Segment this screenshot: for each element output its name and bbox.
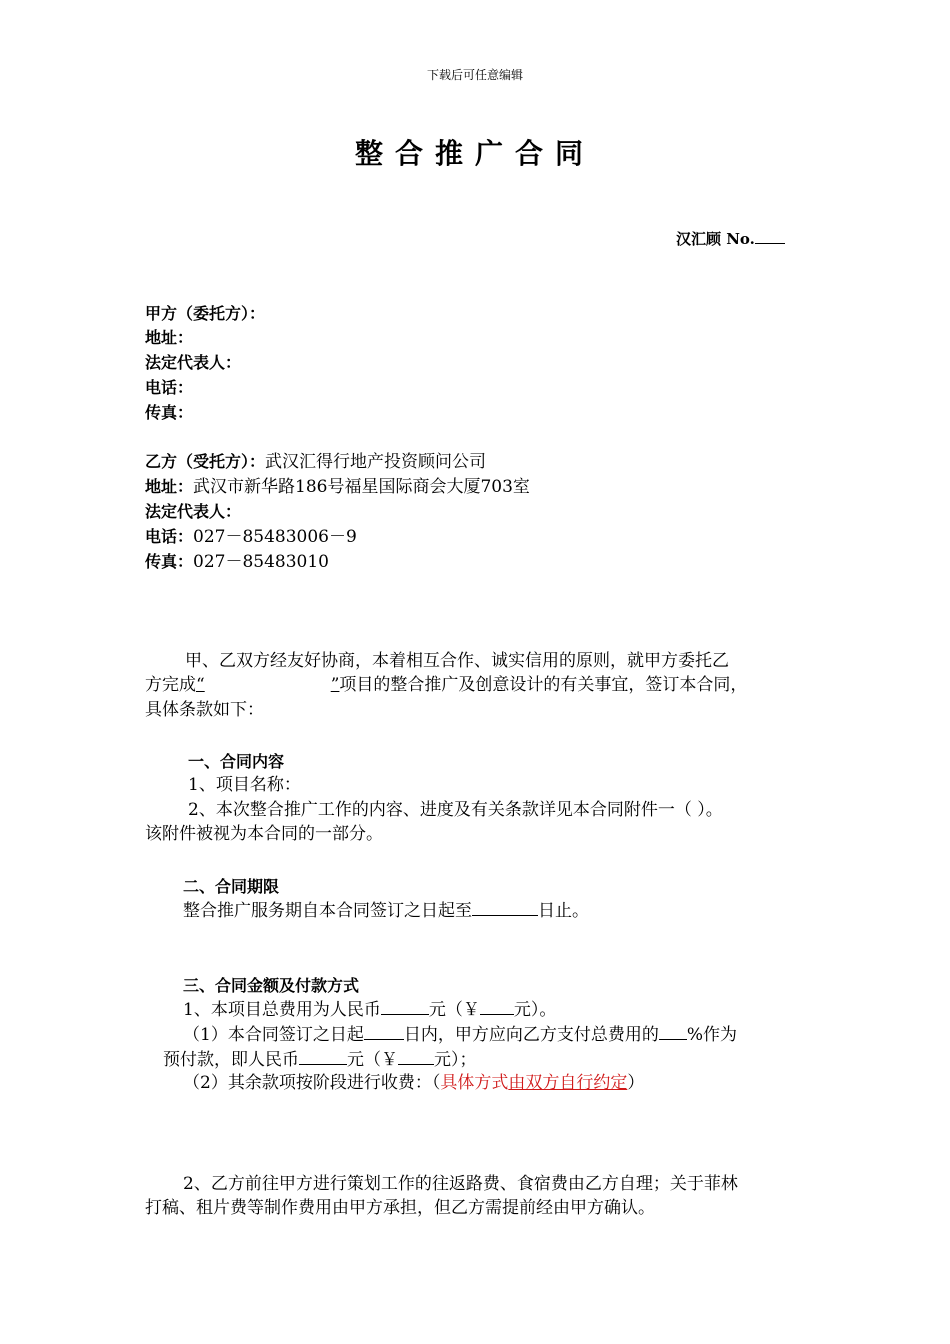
advance-amount-blank [299, 1047, 347, 1065]
section1-item2-cont: 该附件被视为本合同的一部分。 [145, 824, 383, 844]
intro-line-3: 具体条款如下： [145, 700, 264, 720]
party-b-phone-label: 电话： [145, 527, 194, 546]
party-b-phone: 027－85483006－9 [193, 527, 357, 547]
p2-text-b: 日内，甲方应向乙方支付总费用的 [403, 1025, 659, 1045]
p3-text-c: 元）； [434, 1050, 477, 1070]
party-b-address-label: 地址： [145, 477, 194, 496]
p2-text-a: （1）本合同签订之日起 [183, 1025, 364, 1045]
party-b-address-row [145, 474, 530, 500]
party-b-name: 武汉汇得行地产投资顾问公司 [265, 452, 487, 472]
intro-line-1: 甲、乙双方经友好协商，本着相互合作、诚实信用的原则，就甲方委托乙 [185, 651, 729, 671]
party-a-fax-label: 传真： [145, 403, 194, 422]
party-a-address-label: 地址： [145, 328, 194, 347]
party-b-rep-label: 法定代表人： [145, 502, 242, 521]
days-blank [364, 1022, 404, 1040]
section2-text-a: 整合推广服务期自本合同签订之日起至 [183, 901, 472, 921]
contract-number-label: 汉汇顾 No. [676, 230, 755, 248]
section3-p5-line1: 2、乙方前往甲方进行策划工作的往返路费、食宿费由乙方自理；关于菲林 [183, 1174, 738, 1194]
party-b-row [145, 449, 486, 475]
p4-text-b: ） [627, 1073, 645, 1093]
section3-p1 [183, 997, 556, 1023]
section3-p3 [163, 1047, 477, 1073]
p1-text-b: 元（￥ [428, 1000, 480, 1020]
total-amount-figure-blank [480, 997, 514, 1015]
p2-text-c: %作为 [686, 1025, 737, 1045]
section3-heading: 三、合同金额及付款方式 [183, 976, 360, 995]
contract-number [676, 228, 785, 249]
party-b-fax-row [145, 549, 329, 575]
quote-open: “ [196, 675, 205, 695]
section1-item1: 1、项目名称： [188, 775, 301, 795]
party-b-fax: 027－85483010 [193, 552, 329, 572]
section3-p5-line2: 打稿、租片费等制作费用由甲方承担，但乙方需提前经由甲方确认。 [145, 1198, 655, 1218]
quote-close: ” [330, 675, 340, 695]
section2-text [183, 898, 589, 924]
section2-text-b: 日止。 [538, 901, 589, 921]
percent-blank [659, 1022, 687, 1040]
p3-text-b: 元（￥ [347, 1050, 398, 1070]
party-a-heading: 甲方（委托方）： [145, 304, 266, 323]
intro-text-2: 项目的整合推广及创意设计的有关事宜，签订本合同， [339, 675, 748, 695]
p4-text-a: （2）其余款项按阶段进行收费：（ [183, 1073, 441, 1093]
section3-p2 [183, 1022, 737, 1048]
party-b-fax-label: 传真： [145, 552, 194, 571]
p1-text-a: 1、本项目总费用为人民币 [183, 1000, 381, 1020]
party-a-phone-label: 电话： [145, 378, 194, 397]
party-b-address: 武汉市新华路186号福星国际商会大厦703室 [193, 477, 530, 497]
section2-heading: 二、合同期限 [183, 877, 280, 896]
party-b-heading: 乙方（受托方）： [145, 452, 266, 471]
p4-red-underlined: 由双方自行约定 [508, 1073, 628, 1093]
party-a-rep-label: 法定代表人： [145, 353, 242, 372]
p4-red-text: 具体方式 [440, 1073, 509, 1093]
section1-heading: 一、合同内容 [188, 752, 285, 771]
project-blank [196, 675, 339, 695]
total-amount-blank [381, 997, 429, 1015]
document-title: 整合推广合同 [354, 137, 595, 170]
intro-text: 方完成 [145, 675, 196, 695]
header-note: 下载后可任意编辑 [426, 68, 523, 82]
intro-line-2 [145, 673, 747, 698]
section3-p4 [183, 1071, 644, 1096]
party-b-phone-row [145, 524, 357, 550]
contract-number-blank [755, 228, 785, 244]
end-date-blank [472, 898, 538, 916]
p1-text-c: 元）。 [513, 1000, 557, 1020]
p3-text-a: 预付款，即人民币 [163, 1050, 299, 1070]
section1-item2: 2、本次整合推广工作的内容、进度及有关条款详见本合同附件一（ ）。 [188, 800, 723, 820]
advance-figure-blank [398, 1047, 434, 1065]
